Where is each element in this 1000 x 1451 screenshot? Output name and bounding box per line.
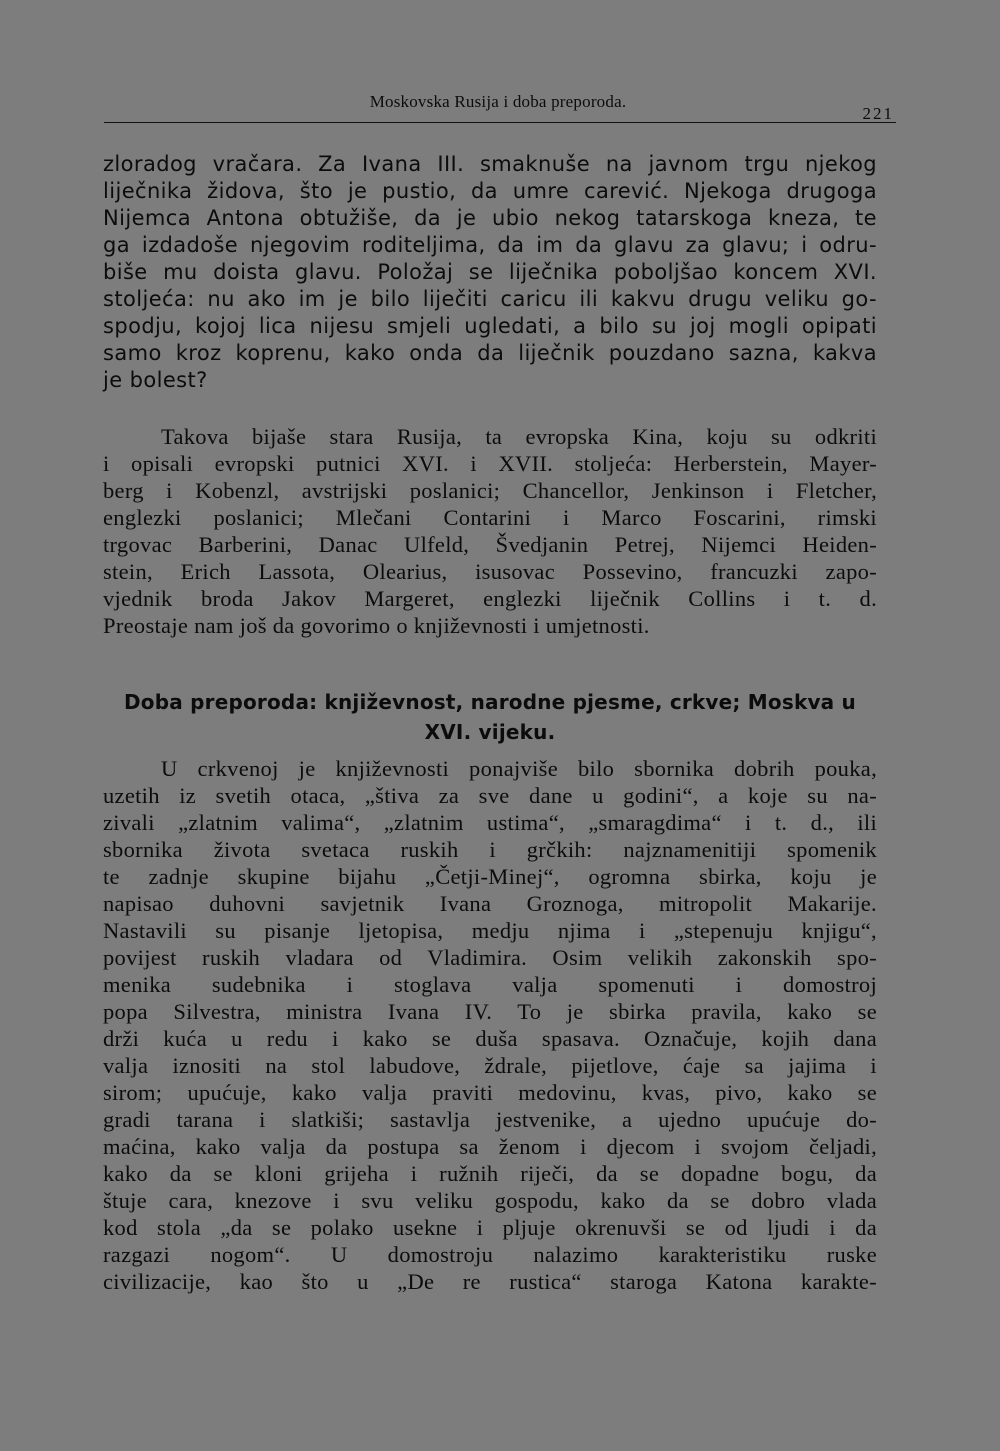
text-line: englezki poslanici; Mlečani Contarini i Marco Foscarini, rimski (103, 505, 877, 530)
text-line: trgovac Barberini, Danac Ulfeld, Švedjanin Petrej, Nijemci Heiden- (103, 532, 877, 557)
text-line: samo kroz koprenu, kako onda da liječnik pouzdano sazna, kakva (103, 341, 877, 365)
text-line: kako da se kloni grijeha i ružnih riječi, da se dopadne bogu, da (103, 1161, 877, 1186)
text-line: maćina, kako valja da postupa sa ženom i djecom i svojom čeljadi, (103, 1134, 877, 1159)
text-line: Nijemca Antona obtužiše, da je ubio nekog tatarskoga kneza, te (103, 206, 877, 230)
text-line: berg i Kobenzl, avstrijski poslanici; Chancellor, Jenkinson i Fletcher, (103, 478, 877, 503)
paragraph-1 (103, 151, 877, 394)
text-line: civilizacije, kao što u „De re rustica“ staroga Katona karakte- (103, 1269, 877, 1294)
running-title: Moskovska Rusija i doba preporoda. (369, 92, 627, 111)
text-line: razgazi nogom“. U domostroju nalazimo karakteristiku ruske (103, 1242, 877, 1267)
text-line: te zadnje skupine bijahu „Četji-Minej“, ogromna sbirka, koju je (103, 864, 877, 889)
text-line: povijest ruskih vladara od Vladimira. Osim velikih zakonskih spo- (103, 945, 877, 970)
text-line: menika sudebnika i stoglava valja spomenuti i domostroj (103, 972, 877, 997)
text-line: stein, Erich Lassota, Olearius, isusovac Possevino, francuzki zapo- (103, 559, 877, 584)
text-line: biše mu doista glavu. Položaj se liječnika poboljšao koncem XVI. (103, 260, 877, 284)
section-heading (103, 687, 877, 747)
text-line: kod stola „da se polako usekne i pljuje okrenuvši se od ljudi i da (103, 1215, 877, 1240)
page-number: 221 (862, 104, 894, 123)
text-line: drži kuća u redu i kako se duša spasava. Označuje, kojih dana (103, 1026, 877, 1051)
header-rule (104, 122, 896, 123)
text-line: spodju, kojoj lica nijesu smjeli ugledati, a bilo su joj mogli opipati (103, 314, 877, 338)
text-line: zloradog vračara. Za Ivana III. smaknuše na javnom trgu njekog (103, 152, 877, 176)
text-line: gradi tarana i slatkiši; sastavlja jestvenike, a ujedno upućuje do- (103, 1107, 877, 1132)
text-line: U crkvenoj je književnosti ponajviše bilo sbornika dobrih pouka, (161, 756, 877, 781)
paragraph-2 (103, 423, 877, 639)
text-line: Takova bijaše stara Rusija, ta evropska Kina, koju su odkriti (161, 424, 877, 449)
text-line: liječnika židova, što je pustio, da umre carević. Njekoga drugoga (103, 179, 877, 203)
text-line: sbornika života svetaca ruskih i grčkih: najznamenitiji spomenik (103, 837, 877, 862)
text-line: Nastavili su pisanje ljetopisa, medju njima i „stepenuju knjigu“, (103, 918, 877, 943)
text-line: i opisali evropski putnici XVI. i XVII. stoljeća: Herberstein, Mayer- (103, 451, 877, 476)
text-line: sirom; upućuje, kako valja praviti medovinu, kvas, pivo, kako se (103, 1080, 877, 1105)
text-line: je bolest? (103, 368, 208, 392)
text-line: zivali „zlatnim valima“, „zlatnim ustima“, „smaragdima“ i t. d., ili (103, 810, 877, 835)
text-line: stoljeća: nu ako im je bilo liječiti caricu ili kakvu drugu veliku go- (103, 287, 877, 311)
text-line: uzetih iz svetih otaca, „štiva za sve dane u godini“, a koje su na- (103, 783, 877, 808)
paragraph-3 (103, 755, 877, 1295)
text-line: napisao duhovni savjetnik Ivana Groznoga, mitropolit Makarije. (103, 891, 877, 916)
section-heading-line: XVI. vijeku. (424, 720, 556, 744)
section-heading-line: Doba preporoda: književnost, narodne pjesme, crkve; Moskva u (124, 690, 856, 714)
text-line: štuje cara, knezove i svu veliku gospodu, kako da se dobro vlada (103, 1188, 877, 1213)
text-line: ga izdadoše njegovim roditeljima, da im da glavu za glavu; i odru- (103, 233, 877, 257)
text-line: vjednik broda Jakov Margeret, englezki liječnik Collins i t. d. (103, 586, 877, 611)
text-line: valja iznositi na stol labudove, ždrale, pijetlove, ćaje sa jajima i (103, 1053, 877, 1078)
text-line: popa Silvestra, ministra Ivana IV. To je sbirka pravila, kako se (103, 999, 877, 1024)
text-line: Preostaje nam još da govorimo o književnosti i umjetnosti. (103, 613, 650, 638)
